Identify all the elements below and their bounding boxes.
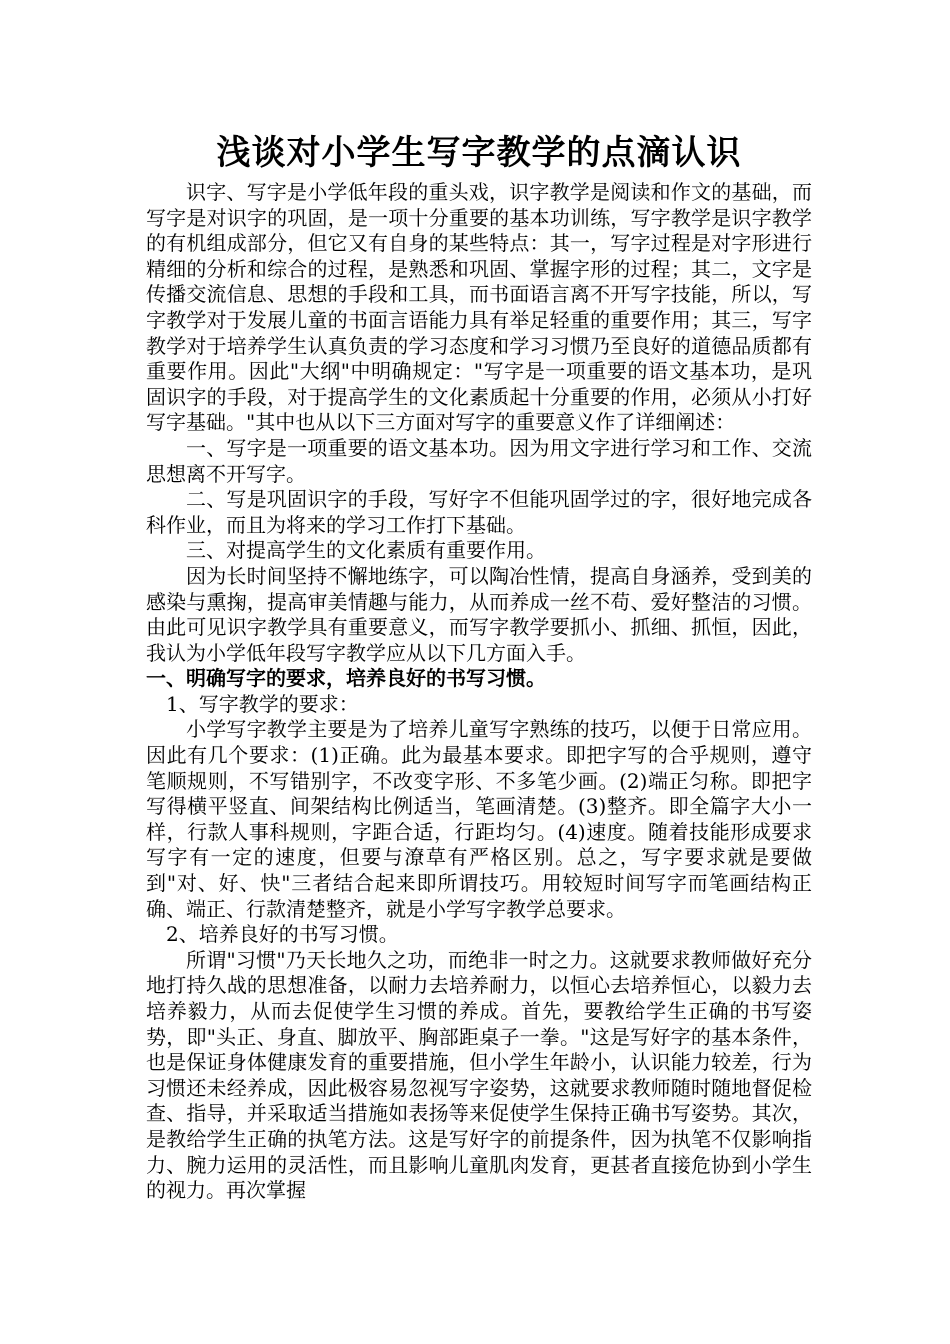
point-two-paragraph: 二、写是巩固识字的手段，写好字不但能巩固学过的字，很好地完成各科作业，而且为将来的学习工作打下基础。 (146, 487, 812, 537)
intro-paragraph: 识字、写字是小学低年段的重头戏，识字教学是阅读和作文的基础，而写字是对识字的巩固，是一项十分重要的基本功训练，写字教学是识字教学的有机组成部分，但它又有自身的某些特点：其一，写字过程是对字形进行精细的分析和综合的过程，是熟悉和巩固、掌握字形的过程；其二，文字是传播交流信息、思想的手段和工具，而书面语言离不开写字技能，所以，写字教学对于发展儿童的书面言语能力具有举足轻重的重要作用；其三，写字教学对于培养学生认真负责的学习态度和学习习惯乃至良好的道德品质都有重要作用。因此"大纲"中明确规定："写字是一项重要的语文基本功，是巩固识字的手段，对于提高学生的文化素质起十分重要的作用，必须从小打好写字基础。"其中也从以下三方面对写字的重要意义作了详细阐述： (146, 180, 812, 435)
requirements-paragraph: 小学写字教学主要是为了培养儿童写字熟练的技巧，以便于日常应用。因此有几个要求：(1)正确。此为最基本要求。即把字写的合乎规则，遵守笔顺规则，不写错别字，不改变字形、不多笔少画。(2)端正匀称。即把字写得横平竖直、间架结构比例适当，笔画清楚。(3)整齐。即全篇字大小一样，行款人事科规则，字距合适，行距均匀。(4)速度。随着技能形成要求写字有一定的速度，但要与潦草有严格区别。总之，写字要求就是要做到"对、好、快"三者结合起来即所谓技巧。用较短时间写字而笔画结构正确、端正、行款清楚整齐，就是小学写字教学总要求。 (146, 717, 812, 921)
subheading-habits: 2、培养良好的书写习惯。 (166, 922, 399, 947)
summary-paragraph: 因为长时间坚持不懈地练字，可以陶冶性情，提高自身涵养，受到美的感染与熏掬，提高审美情趣与能力，从而养成一丝不苟、爱好整洁的习惯。由此可见识字教学具有重要意义，而写字教学要抓小、抓细、抓恒，因此，我认为小学低年段写字教学应从以下几方面入手。 (146, 563, 812, 665)
document-title: 浅谈对小学生写字教学的点滴认识 (216, 133, 742, 173)
habits-paragraph: 所谓"习惯"乃天长地久之功，而绝非一时之力。这就要求教师做好充分地打持久战的思想准备，以耐力去培养耐力，以恒心去培养恒心，以毅力去培养毅力，从而去促使学生习惯的养成。首先，要教给学生正确的书写姿势，即"头正、身直、脚放平、胸部距桌子一拳。"这是写好字的基本条件，也是保证身体健康发育的重要措施，但小学生年龄小，认识能力较差，行为习惯还未经养成，因此极容易忽视写字姿势，这就要求教师随时随地督促检查、指导，并采取适当措施如表扬等来促使学生保持正确书写姿势。其次，是教给学生正确的执笔方法。这是写好字的前提条件，因为执笔不仅影响指力、腕力运用的灵活性，而且影响儿童肌肉发育，更甚者直接危协到小学生的视力。再次掌握 (146, 947, 812, 1203)
section-heading-one: 一、明确写字的要求，培养良好的书写习惯。 (146, 666, 546, 691)
point-three-paragraph: 三、对提高学生的文化素质有重要作用。 (186, 538, 546, 563)
subheading-requirements: 1、写字教学的要求： (166, 691, 359, 716)
point-one-paragraph: 一、写字是一项重要的语文基本功。因为用文字进行学习和工作、交流思想离不开写字。 (146, 435, 812, 486)
document-page (146, 130, 812, 1204)
